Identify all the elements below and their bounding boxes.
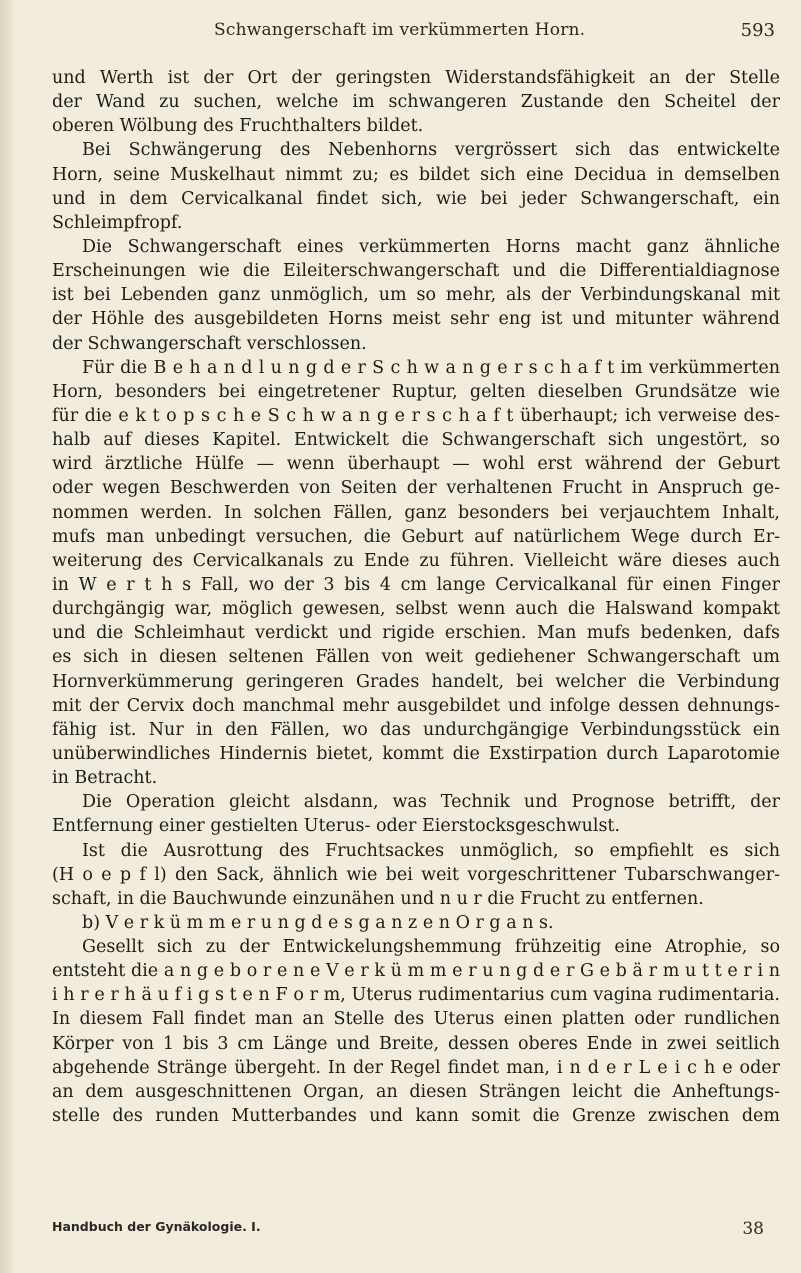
page-footer [52,1219,764,1241]
text-line: Bei Schwängerung des Nebenhorns vergrössert sich das entwickelte [82,140,780,161]
text-line: Körper von 1 bis 3 cm Länge und Breite, dessen oberes Ende in zwei seitlich [52,1033,780,1054]
text-line: In diesem Fall findet man an Stelle des Uterus einen platten oder rundlichen [52,1009,780,1030]
text-line: i h r e r h ä u f i g s t e n F o r m, Uterus rudimentarius cum vagina rudimentaria. [52,985,780,1006]
text-line: der Wand zu suchen, welche im schwangeren Zustande den Scheitel der [52,92,780,113]
body-text [52,66,780,1128]
text-line: abgehende Stränge übergeht. In der Regel findet man, i n d e r L e i c h e oder [52,1057,780,1078]
text-line: entsteht die a n g e b o r e n e V e r k ü m m e r u n g d e r G e b ä r m u t t e r i n [52,961,780,982]
text-line: fähig ist. Nur in den Fällen, wo das undurchgängige Verbindungsstück ein [52,719,780,740]
text-line: ist bei Lebenden ganz unmöglich, um so mehr, als der Verbindungskanal mit [52,285,780,306]
text-line: in Betracht. [52,768,158,789]
text-line: durchgängig war, möglich gewesen, selbst wenn auch die Halswand kompakt [52,599,780,620]
text-line: es sich in diesen seltenen Fällen von weit gediehener Schwangerschaft um [52,647,780,668]
text-line: schaft, in die Bauchwunde einzunähen und n u r die Frucht zu entfernen. [52,888,704,909]
page-header [0,6,801,41]
book-title: Handbuch der Gynäkologie. I. [52,1219,261,1234]
text-line: oberen Wölbung des Fruchthalters bildet. [52,116,424,137]
page-edge-shadow [0,0,14,1273]
text-line: halb auf dieses Kapitel. Entwickelt die Schwangerschaft sich ungestört, so [52,430,780,451]
text-line: der Schwangerschaft verschlossen. [52,333,367,354]
text-line: Für die B e h a n d l u n g d e r S c h w a n g e r s c h a f t im verkümmerten [82,357,780,378]
section-heading: b) V e r k ü m m e r u n g d e s g a n z e n O r g a n s. [82,912,554,933]
text-line: nommen werden. In solchen Fällen, ganz besonders bei verjauchtem Inhalt, [52,502,780,523]
text-line: mit der Cervix doch manchmal mehr ausgebildet und infolge dessen dehnungs- [52,695,780,716]
running-head: Schwangerschaft im verkümmerten Horn. [214,20,586,40]
text-line: oder wegen Beschwerden von Seiten der verhaltenen Frucht in Anspruch ge- [52,478,780,499]
text-line: und in dem Cervicalkanal findet sich, wie bei jeder Schwangerschaft, ein [52,188,780,209]
text-line: weiterung des Cervicalkanals zu Ende zu führen. Vielleicht wäre dieses auch [52,550,780,571]
text-line: Die Schwangerschaft eines verkümmerten Horns macht ganz ähnliche [82,236,780,257]
text-line: wird ärztliche Hülfe — wenn überhaupt — wohl erst während der Geburt [52,454,780,475]
text-line: Gesellt sich zu der Entwickelungshemmung frühzeitig eine Atrophie, so [82,937,780,958]
signature-mark: 38 [742,1219,764,1239]
text-line: Die Operation gleicht alsdann, was Technik und Prognose betrifft, der [82,792,780,813]
text-line: Erscheinungen wie die Eileiterschwangerschaft und die Differentialdiagnose [52,261,780,282]
page-number: 593 [740,20,775,41]
text-line: der Höhle des ausgebildeten Horns meist sehr eng ist und mitunter während [52,309,780,330]
text-line: und die Schleimhaut verdickt und rigide erschien. Man mufs bedenken, dafs [52,623,780,644]
text-line: mufs man unbedingt versuchen, die Geburt auf natürlichem Wege durch Er- [52,526,780,547]
text-line: Entfernung einer gestielten Uterus- oder Eierstocksgeschwulst. [52,816,621,837]
text-line: in W e r t h s Fall, wo der 3 bis 4 cm lange Cervicalkanal für einen Finger [52,574,780,595]
text-line: (H o e p f l) den Sack, ähnlich wie bei weit vorgeschrittener Tubarschwanger- [52,864,780,885]
text-line: unüberwindliches Hindernis bietet, kommt die Exstirpation durch Laparotomie [52,743,780,764]
text-line: Schleimpfropf. [52,212,183,233]
text-line: an dem ausgeschnittenen Organ, an diesen Strängen leicht die Anheftungs- [52,1081,780,1102]
text-line: Hornverkümmerung geringeren Grades handelt, bei welcher die Verbindung [52,671,780,692]
text-line: für die e k t o p s c h e S c h w a n g e r s c h a f t überhaupt; ich verweise des- [52,405,780,426]
text-line: Horn, besonders bei eingetretener Ruptur, gelten dieselben Grundsätze wie [52,381,780,402]
text-line: Horn, seine Muskelhaut nimmt zu; es bildet sich eine Decidua in demselben [52,164,780,185]
text-line: Ist die Ausrottung des Fruchtsackes unmöglich, so empfiehlt es sich [82,840,780,861]
text-line: stelle des runden Mutterbandes und kann somit die Grenze zwischen dem [52,1106,780,1127]
text-line: und Werth ist der Ort der geringsten Widerstandsfähigkeit an der Stelle [52,68,780,88]
